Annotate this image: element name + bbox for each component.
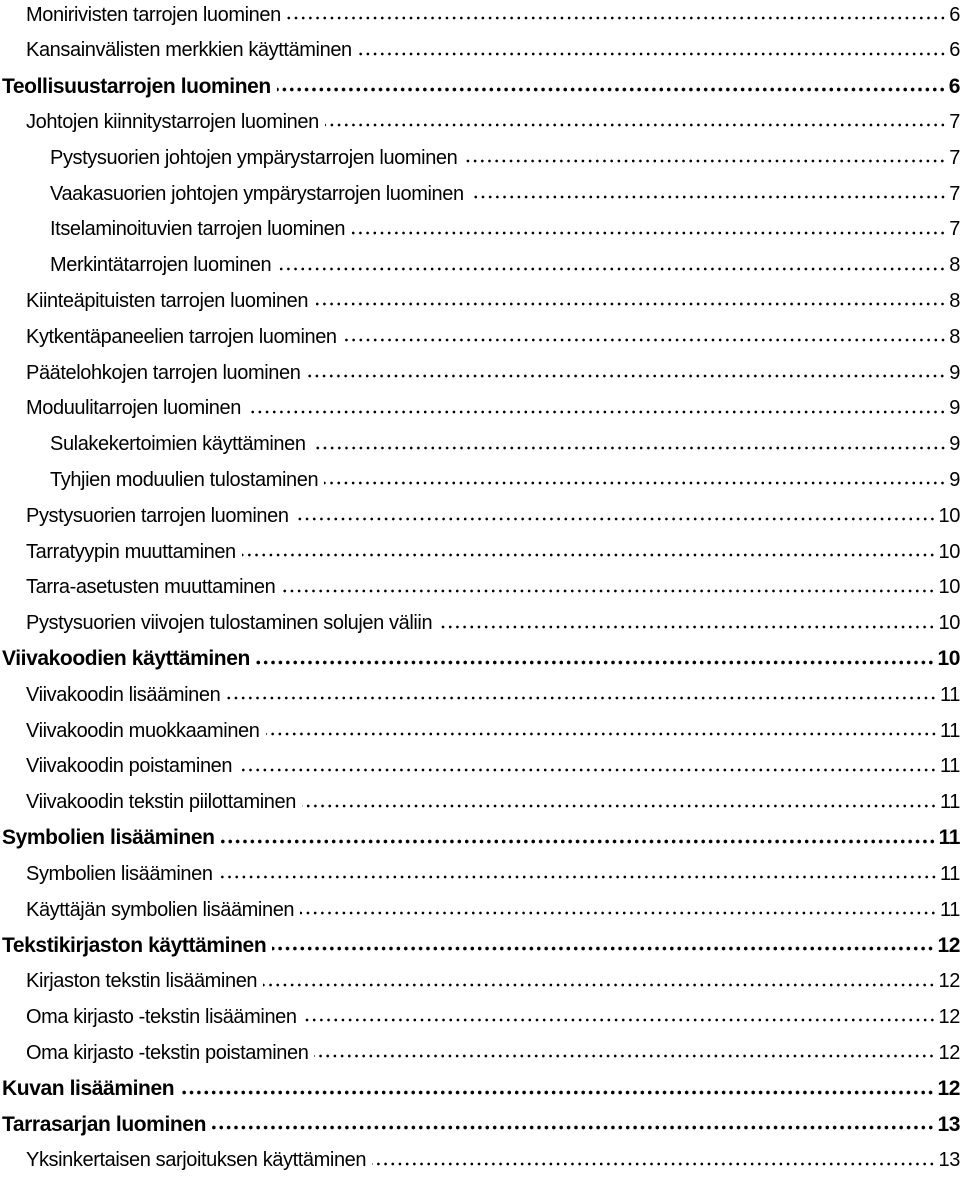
dot-leader [470, 195, 947, 199]
dot-leader [312, 446, 947, 450]
toc-entry[interactable] [0, 1038, 960, 1068]
toc-entry-title: Yksinkertaisen sarjoituksen käyttäminen [26, 1149, 367, 1172]
dot-leader [314, 1054, 935, 1058]
toc-entry-page-number: 6 [949, 39, 960, 62]
dot-leader [212, 1125, 934, 1130]
toc-entry-page-number: 9 [949, 361, 960, 384]
toc-entry-title: Oma kirjasto -tekstin lisääminen [26, 1005, 297, 1028]
toc-entry-title: Viivakoodien käyttäminen [2, 647, 250, 671]
toc-entry-page-number: 9 [949, 468, 960, 491]
toc-entry[interactable] [0, 859, 960, 889]
toc-entry-page-number: 10 [938, 540, 960, 563]
toc-entry[interactable] [0, 107, 960, 137]
toc-entry-title: Johtojen kiinnitystarrojen luominen [26, 110, 319, 133]
toc-entry[interactable] [0, 967, 960, 997]
dot-leader [266, 732, 938, 736]
toc-entry-title: Kytkentäpaneelien tarrojen luominen [26, 325, 337, 348]
dot-leader [324, 481, 946, 485]
dot-leader [300, 911, 937, 915]
toc-entry-page-number: 13 [937, 1112, 960, 1136]
toc-entry-title: Käyttäjän symbolien lisääminen [26, 898, 295, 921]
toc-entry[interactable] [0, 788, 960, 818]
toc-entry-title: Kansainvälisten merkkien käyttäminen [26, 39, 352, 62]
toc-entry-title: Kirjaston tekstin lisääminen [26, 970, 258, 993]
dot-leader [302, 804, 937, 808]
toc-entry-title: Tekstikirjaston käyttäminen [2, 933, 267, 957]
toc-entry-page-number: 12 [937, 933, 960, 957]
toc-entry-page-number: 6 [948, 74, 960, 98]
dot-leader [221, 839, 936, 844]
toc-entry-page-number: 12 [937, 1077, 960, 1100]
toc-entry[interactable] [0, 143, 960, 173]
toc-entry-title: Oma kirjasto -tekstin poistaminen [26, 1041, 309, 1064]
toc-entry[interactable] [0, 1002, 960, 1032]
dot-leader [287, 16, 946, 20]
dot-leader [306, 374, 946, 378]
dot-leader [256, 660, 935, 665]
toc-entry[interactable] [0, 752, 960, 782]
toc-entry[interactable] [0, 179, 960, 209]
toc-entry[interactable] [0, 501, 960, 531]
dot-leader [219, 875, 937, 879]
toc-entry-title: Pystysuorien viivojen tulostaminen solujen väliin [26, 612, 433, 635]
toc-entry-page-number: 11 [940, 791, 960, 814]
toc-entry-page-number: 11 [940, 683, 960, 706]
toc-entry-title: Sulakekertoimien käyttäminen [50, 433, 306, 456]
dot-leader [314, 302, 946, 306]
toc-entry[interactable] [0, 573, 960, 603]
dot-leader [372, 1162, 935, 1166]
toc-entry[interactable] [0, 251, 960, 281]
toc-entry-page-number: 11 [940, 898, 960, 921]
toc-entry[interactable] [0, 716, 960, 746]
toc-entry-page-number: 13 [938, 1149, 960, 1172]
toc-entry[interactable] [0, 36, 960, 66]
toc-entry-page-number: 11 [940, 719, 960, 742]
toc-entry-title: Kuvan lisääminen [2, 1077, 175, 1100]
toc-entry-title: Kiinteäpituisten tarrojen luominen [26, 289, 309, 312]
toc-entry-page-number: 12 [938, 970, 960, 993]
dot-leader [277, 87, 946, 92]
dot-leader [438, 625, 935, 629]
toc-entry-title: Symbolien lisääminen [26, 862, 213, 885]
toc-entry-page-number: 9 [949, 433, 960, 456]
toc-entry-title: Tyhjien moduulien tulostaminen [50, 468, 319, 491]
dot-leader [247, 410, 946, 414]
toc-entry[interactable] [0, 609, 960, 639]
toc-entry-page-number: 10 [938, 504, 960, 527]
toc-entry-page-number: 11 [938, 826, 960, 850]
dot-leader [242, 553, 936, 557]
dot-leader [263, 983, 935, 987]
toc-entry[interactable] [0, 823, 960, 853]
toc-entry[interactable] [0, 358, 960, 388]
toc-entry[interactable] [0, 644, 960, 674]
toc-entry-title: Viivakoodin muokkaaminen [26, 719, 260, 742]
toc-entry-page-number: 12 [938, 1005, 960, 1028]
toc-entry[interactable] [0, 895, 960, 925]
toc-entry-title: Tarra-asetusten muuttaminen [26, 576, 276, 599]
toc-entry[interactable] [0, 1110, 960, 1140]
dot-leader [358, 52, 946, 56]
toc-entry[interactable] [0, 286, 960, 316]
toc-entry-title: Tarratyypin muuttaminen [26, 540, 236, 563]
toc-entry[interactable] [0, 680, 960, 710]
dot-leader [180, 1090, 934, 1095]
toc-entry-page-number: 9 [949, 397, 960, 420]
toc-entry-title: Pystysuorien johtojen ympärystarrojen luominen [50, 146, 458, 169]
dot-leader [277, 267, 946, 271]
toc-entry[interactable] [0, 394, 960, 424]
toc-entry-title: Symbolien lisääminen [2, 826, 215, 850]
toc-entry-title: Tarrasarjan luominen [2, 1112, 207, 1136]
toc-entry-page-number: 10 [938, 612, 960, 635]
toc-entry-page-number: 7 [949, 110, 960, 133]
toc-entry[interactable] [0, 430, 960, 460]
dot-leader [303, 1018, 936, 1022]
toc-entry[interactable] [0, 322, 960, 352]
toc-entry-page-number: 10 [938, 576, 960, 599]
dot-leader [226, 696, 937, 700]
toc-entry[interactable] [0, 465, 960, 495]
toc-entry-title: Vaakasuorien johtojen ympärystarrojen luominen [50, 182, 464, 205]
toc-entry-title: Merkintätarrojen luominen [50, 254, 272, 277]
toc-entry-title: Päätelohkojen tarrojen luominen [26, 361, 301, 384]
dot-leader [281, 589, 935, 593]
dot-leader [351, 231, 946, 235]
toc-entry-title: Pystysuorien tarrojen luominen [26, 504, 289, 527]
toc-entry-title: Viivakoodin tekstin piilottaminen [26, 791, 296, 814]
toc-entry[interactable] [0, 0, 960, 30]
toc-entry-page-number: 8 [949, 289, 960, 312]
toc-entry-title: Monirivisten tarrojen luominen [26, 3, 281, 26]
toc-entry-title: Moduulitarrojen luominen [26, 397, 241, 420]
toc-entry-title: Itselaminoituvien tarrojen luominen [50, 218, 346, 241]
dot-leader [238, 768, 937, 772]
dot-leader [272, 946, 934, 951]
toc-entry[interactable] [0, 215, 960, 245]
dot-leader [325, 123, 946, 127]
toc-entry-page-number: 11 [940, 755, 960, 778]
toc-entry-page-number: 11 [940, 862, 960, 885]
dot-leader [295, 517, 936, 521]
toc-entry-page-number: 7 [949, 182, 960, 205]
toc-entry[interactable] [0, 1074, 960, 1104]
toc-entry-title: Viivakoodin lisääminen [26, 683, 221, 706]
toc-entry[interactable] [0, 931, 960, 961]
dot-leader [343, 338, 947, 342]
toc-entry-page-number: 8 [949, 254, 960, 277]
toc-entry[interactable] [0, 537, 960, 567]
toc-entry[interactable] [0, 72, 960, 102]
toc-entry-title: Viivakoodin poistaminen [26, 755, 233, 778]
toc-entry-title: Teollisuustarrojen luominen [2, 74, 271, 98]
toc-entry-page-number: 7 [949, 146, 960, 169]
toc-entry-page-number: 8 [949, 325, 960, 348]
toc-entry-page-number: 12 [938, 1041, 960, 1064]
dot-leader [463, 159, 946, 163]
toc-entry-page-number: 7 [949, 218, 960, 241]
toc-entry[interactable] [0, 1146, 960, 1176]
toc-entry-page-number: 6 [949, 3, 960, 26]
toc-entry-page-number: 10 [937, 647, 960, 671]
